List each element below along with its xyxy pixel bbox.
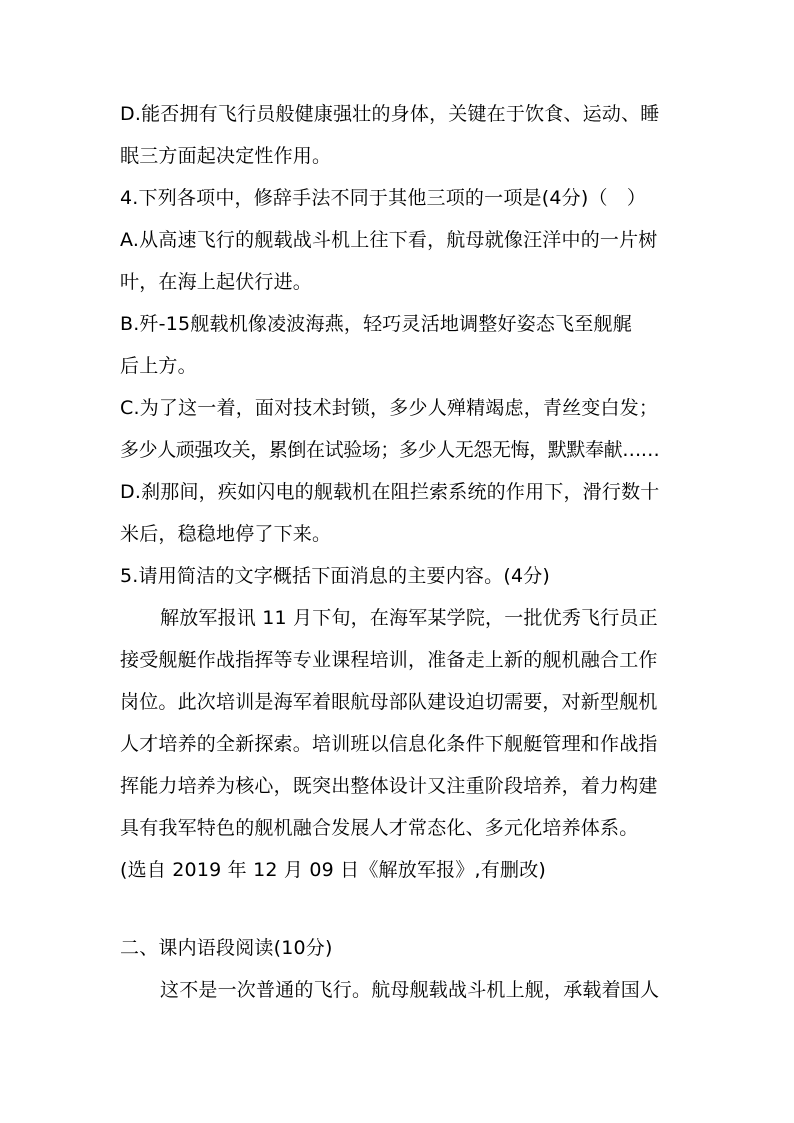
option-a-line-2: 叶，在海上起伏行进。 [120, 271, 313, 293]
news-paragraph-line-2: 接受舰艇作战指挥等专业课程培训，准备走上新的舰机融合工作 [120, 649, 658, 671]
option-b-line-2: 后上方。 [120, 355, 197, 377]
news-paragraph-line-4: 人才培养的全新探索。培训班以信息化条件下舰艇管理和作战指 [120, 733, 658, 755]
option-a-line-1: A.从高速飞行的舰载战斗机上往下看，航母就像汪洋中的一片树 [120, 229, 658, 251]
section-heading: 二、课内语段阅读(10分) [120, 937, 333, 959]
news-source: (选自 2019 年 12 月 09 日《解放军报》,有删改) [120, 859, 547, 881]
news-paragraph-line-6: 具有我军特色的舰机融合发展人才常态化、多元化培养体系。 [120, 817, 639, 839]
option-d2-line-2: 米后，稳稳地停了下来。 [120, 523, 332, 545]
news-paragraph-line-1: 解放军报讯 11 月下旬，在海军某学院，一批优秀飞行员正 [160, 607, 658, 629]
option-d-line-1: D.能否拥有飞行员般健康强壮的身体，关键在于饮食、运动、睡 [120, 103, 660, 125]
option-b-line-1: B.歼-15舰载机像凌波海燕，轻巧灵活地调整好姿态飞至舰艉 [120, 313, 632, 335]
news-paragraph-line-3: 岗位。此次培训是海军着眼航母部队建设迫切需要，对新型舰机 [120, 691, 658, 713]
reading-paragraph-line-1: 这不是一次普通的飞行。航母舰载战斗机上舰，承载着国人 [160, 979, 660, 1001]
question-5: 5.请用简洁的文字概括下面消息的主要内容。(4分) [120, 565, 551, 587]
option-d2-line-1: D.刹那间，疾如闪电的舰载机在阻拦索系统的作用下，滑行数十 [120, 481, 660, 503]
option-d-line-2: 眠三方面起决定性作用。 [120, 145, 332, 167]
option-c-line-2: 多少人顽强攻关，累倒在试验场；多少人无怨无悔，默默奉献…… [120, 439, 660, 461]
question-4: 4.下列各项中，修辞手法不同于其他三项的一项是(4分)（ ） [120, 187, 647, 209]
news-paragraph-line-5: 挥能力培养为核心，既突出整体设计又注重阶段培养，着力构建 [120, 775, 658, 797]
option-c-line-1: C.为了这一着，面对技术封锁，多少人殚精竭虑，青丝变白发； [120, 397, 659, 419]
